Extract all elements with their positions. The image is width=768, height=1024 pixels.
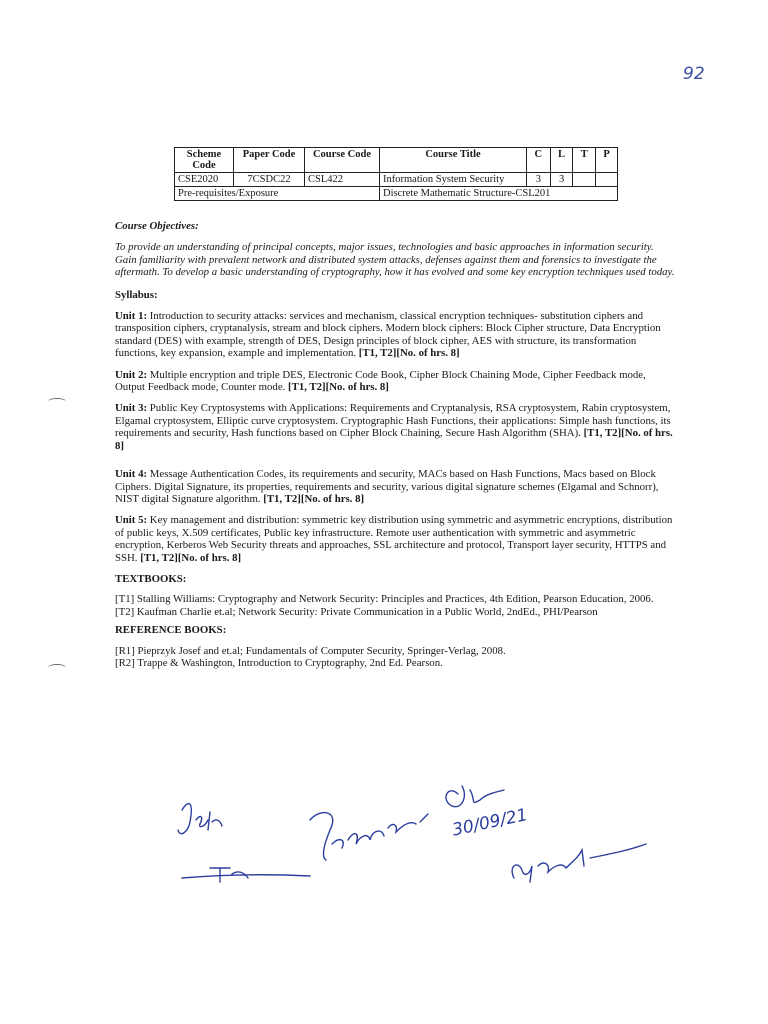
scan-mark — [48, 664, 66, 671]
unit-1 — [115, 310, 675, 360]
unit-4 — [115, 468, 675, 505]
unit-text: Public Key Cryptosystems with Applications: Requirements and Cryptanalysis, RSA cryptosystem, Rabin cryptosystem, Elgamal cryptosystem, Elliptic curve cryptosystem. Cryptographic Hash Functions, their applications: Simple hash functions, its requirements and security, Hash functions based on Cipher Block Chaining, Secure Hash Algorithm (SHA). — [115, 402, 671, 440]
reference-item: [R1] Pieprzyk Josef and et.al; Fundamentals of Computer Security, Springer-Verlag, 2008. — [115, 644, 506, 657]
unit-label: Unit 1: — [115, 310, 148, 323]
signature-1 — [178, 804, 222, 834]
unit-refs: [T1, T2][No. of hrs. 8] — [115, 427, 673, 452]
unit-3 — [115, 402, 675, 452]
cell-t — [573, 173, 596, 187]
prereq-row — [175, 187, 618, 201]
course-info-table — [174, 147, 618, 201]
unit-text: Key management and distribution: symmetric key distribution using symmetric and asymmetric encryptions, distribution of public keys, X.509 certificates, Public key infrastructure. Remote user authentication with symmetric and asymmetric encryption, Kerberos Web Security threats and approaches, SSL architecture and protocol, Transport layer security, HTTPS and SSH. — [115, 514, 673, 564]
signature-date: 30/09/21 — [450, 805, 530, 841]
header-course-code: Course Code — [305, 148, 380, 173]
unit-label: Unit 2: — [115, 368, 148, 381]
scan-mark — [48, 398, 66, 405]
syllabus-content — [115, 220, 675, 669]
page-number: 92 — [683, 64, 705, 84]
header-paper-code: Paper Code — [234, 148, 305, 173]
cell-course-title: Information System Security — [380, 173, 527, 187]
table-row — [175, 173, 618, 187]
header-course-title: Course Title — [380, 148, 527, 173]
prereq-label: Pre-requisites/Exposure — [175, 187, 380, 201]
cell-p — [596, 173, 618, 187]
cell-c: 3 — [527, 173, 551, 187]
unit-label: Unit 4: — [115, 468, 148, 481]
cell-paper-code: 7CSDC22 — [234, 173, 305, 187]
header-c: C — [527, 148, 551, 173]
textbooks-title: TEXTBOOKS: — [115, 572, 187, 585]
unit-text: Message Authentication Codes, its requirements and security, MACs based on Hash Functions, Macs based on Block Ciphers. Digital Signature, its properties, requirements and security, various digital signature schemes (Elgamal and Schnorr), NIST digital Signature algorithm. — [115, 468, 659, 505]
signature-2 — [310, 813, 428, 860]
unit-text: Introduction to security attacks: services and mechanism, classical encryption techniques- substitution ciphers and transposition ciphers, cryptanalysis, stream and block ciphers. Modern block ciphers: Block Cipher structure, Data Encryption standard (DES) with example, strength of DES, Design principles of block cipher, AES with structure, its transformation functions, key expansion, example and implementation. — [115, 310, 661, 360]
table-header-row — [175, 148, 618, 173]
header-p: P — [596, 148, 618, 173]
unit-5 — [115, 514, 675, 564]
objectives-text: To provide an understanding of principal concepts, major issues, technologies and basic approaches in information security. Gain familiarity with prevalent network and distributed system attacks, defenses against them and forensics to investigate the aftermath. To develop a basic understanding of cryptography, how it has evolved and some key encryption techniques used today. — [115, 241, 675, 279]
signature-3 — [446, 786, 504, 807]
unit-label: Unit 3: — [115, 402, 148, 415]
syllabus-title: Syllabus: — [115, 288, 158, 301]
textbook-item: [T1] Stalling Williams: Cryptography and Network Security: Principles and Practices, 4th Edition, Pearson Education, 2006. — [115, 593, 654, 606]
reference-item: [R2] Trappe & Washington, Introduction to Cryptography, 2nd Ed. Pearson. — [115, 656, 443, 669]
unit-refs: [T1, T2][No. of hrs. 8] — [358, 347, 460, 360]
objectives-title: Course Objectives: — [115, 220, 199, 232]
textbook-item: [T2] Kaufman Charlie et.al; Network Security: Private Communication in a Public World, 2ndEd., PHI/Pearson — [115, 605, 598, 618]
cell-course-code: CSL422 — [305, 173, 380, 187]
prereq-value: Discrete Mathematic Structure-CSL201 — [380, 187, 618, 201]
signature-4 — [512, 844, 646, 882]
unit-text: Multiple encryption and triple DES, Electronic Code Book, Cipher Block Chaining Mode, Cipher Feedback mode, Output Feedback mode, Counter mode. — [115, 368, 646, 394]
references-title: REFERENCE BOOKS: — [115, 624, 227, 637]
unit-refs: [T1, T2][No. of hrs. 8] — [263, 492, 365, 505]
unit-refs: [T1, T2][No. of hrs. 8] — [140, 551, 242, 564]
header-l: L — [550, 148, 573, 173]
unit-2 — [115, 369, 675, 394]
header-t: T — [573, 148, 596, 173]
header-scheme-code: Scheme Code — [175, 148, 234, 173]
unit-refs: [T1, T2][No. of hrs. 8] — [288, 381, 389, 394]
cell-l: 3 — [550, 173, 573, 187]
signatures — [170, 770, 650, 900]
unit-label: Unit 5: — [115, 514, 148, 527]
signature-1-underline — [182, 868, 310, 882]
cell-scheme: CSE2020 — [175, 173, 234, 187]
